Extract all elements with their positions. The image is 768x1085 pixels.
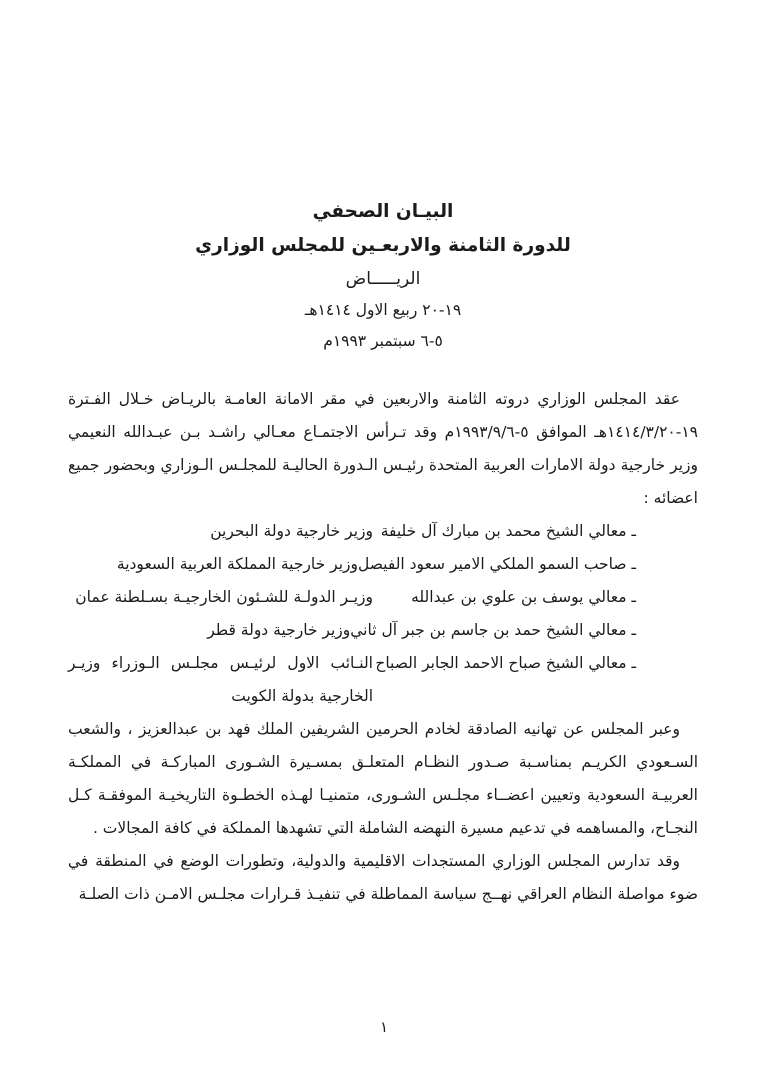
attendee-title: وزير خارجية دولة البحرين — [210, 522, 373, 540]
paragraph-regional-developments: وقد تدارس المجلس الوزاري المستجدات الاقليمية والدولية، وتطورات الوضع في المنطقة في ضوء مواصلة النظام العراقي نهــج سياسة المماطلة في تنفيـذ قـرارات مجلـس الامـن ذات الصلـة — [68, 852, 698, 903]
city-line: الريـــــاض — [345, 269, 421, 289]
attendee-name: ـ معالي الشيخ حمد بن جاسم بن جبر آل ثاني — [350, 621, 636, 639]
attendee-row-bahrain — [68, 515, 698, 548]
attendee-row-oman — [68, 581, 698, 614]
attendee-row-saudi-arabia — [68, 548, 698, 581]
attendee-row-kuwait — [68, 647, 698, 713]
document-title: البيـان الصحفي — [312, 201, 454, 222]
document-subtitle: للدورة الثامنة والاربعـين للمجلس الوزاري — [195, 235, 571, 256]
attendee-title: وزيـر الدولـة للشـئون الخارجيـة بسـلطنة عمان — [75, 588, 373, 606]
attendee-title: النـائب الاول لرئيـس مجلـس الـوزراء وزيـر الخارجية بدولة الكويت — [68, 654, 373, 705]
paragraph-opening: عقد المجلس الوزاري دروته الثامنة والاربعين في مقر الامانة العامـة بالريـاض خـلال الفـترة ١٩-١٤١٤/٣/٢٠هـ الموافق ٥-١٩٩٣/٩/٦م وقد تـرأس الاجتمـاع معـالي راشـد بـن عبـدالله النعيمي وزير خارجية دولة الامارات العربية المتحدة رئيـس الـدورة الحاليـة للمجلـس الـوزاري وبحضور جميع اعضائه : — [68, 390, 698, 507]
attendee-row-qatar — [68, 614, 698, 647]
attendee-title: وزير خارجية دولة قطر — [207, 621, 351, 639]
gregorian-date-line: ٥-٦ سبتمبر ١٩٩٣م — [323, 332, 443, 350]
document-content — [68, 0, 698, 911]
page-number: ١ — [379, 1018, 389, 1036]
document-body — [68, 383, 698, 911]
attendees-list — [68, 515, 698, 713]
attendee-title: وزير خارجية المملكة العربية السعودية — [116, 555, 358, 573]
document-header — [68, 197, 698, 357]
attendee-name: ـ معالي الشيخ محمد بن مبارك آل خليفة — [380, 522, 636, 540]
paragraph-congratulations: وعبر المجلس عن تهانيه الصادقة لخادم الحرمين الشريفين الملك فهد بن عبدالعزيز ، والشعب السـعودي الكريـم بمناسـبة صـدور النظـام المتعلـق بمسـيرة الشـورى المباركـة في المملكـة العربيـة السعودية وتعيين اعضــاء مجلـس الشـورى، متمنيـا لهـذه الخطـوة التاريخيـة الموفقـة كـل النجـاح، والمساهمه في تدعيم مسيرة النهضه الشاملة التي تشهدها المملكة في كافة المجالات . — [68, 720, 698, 837]
attendee-name: ـ معالي يوسف بن علوي بن عبدالله — [411, 588, 636, 606]
attendee-name: ـ معالي الشيخ صباح الاحمد الجابر الصباح — [375, 654, 636, 672]
hijri-date-line: ١٩-٢٠ ربيع الاول ١٤١٤هـ — [304, 301, 462, 319]
attendee-name: ـ صاحب السمو الملكي الامير سعود الفيصل — [358, 555, 636, 573]
